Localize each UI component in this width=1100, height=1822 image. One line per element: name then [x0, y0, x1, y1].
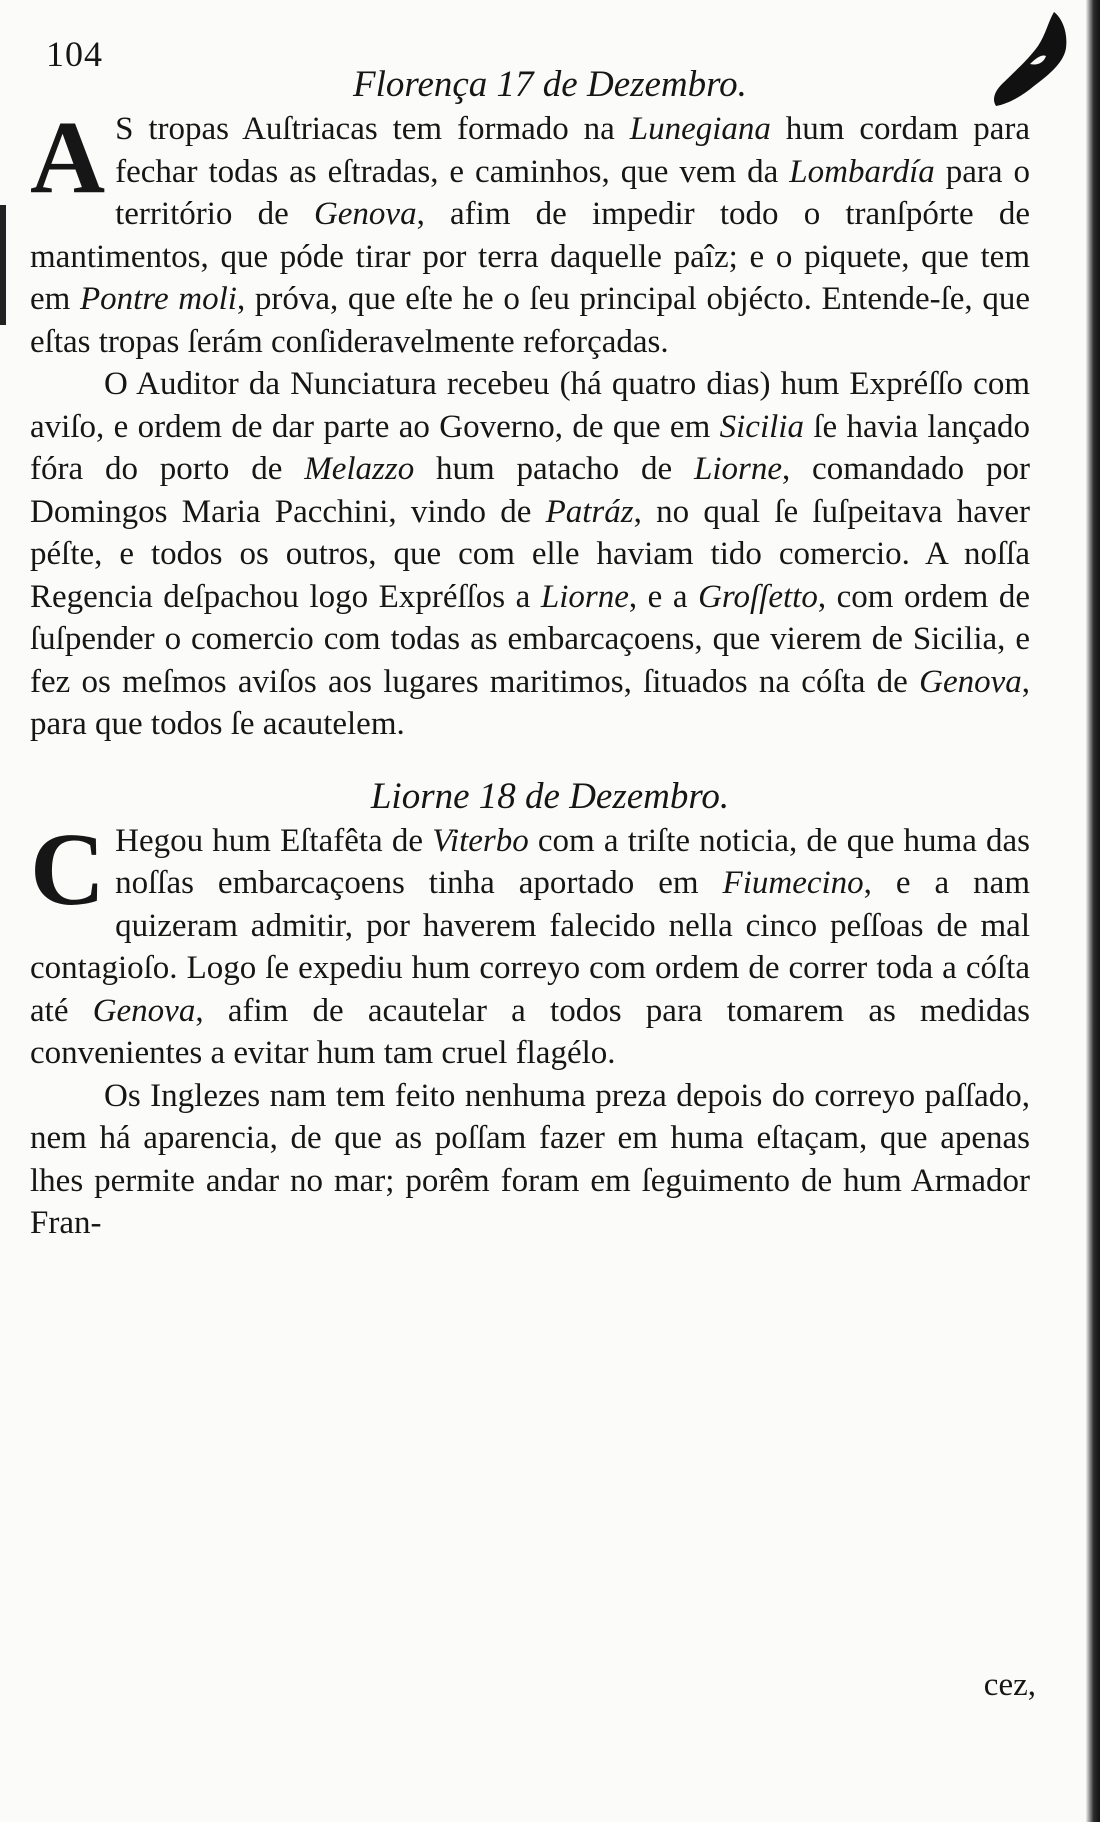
place-name: Liorne	[693, 451, 782, 487]
article-dateline: Liorne 18 de Dezembro.	[370, 775, 730, 817]
place-name: Melazzo	[304, 451, 415, 487]
page-number: 104	[46, 34, 103, 74]
place-name: Sicilia	[719, 408, 804, 445]
text-column	[30, 62, 1030, 1245]
place-name: Patráz	[545, 493, 634, 530]
place-name: Genova	[92, 992, 196, 1029]
text-run: para o território de	[115, 153, 1030, 232]
place-name: Lunegiana	[629, 111, 771, 147]
text-run: , próva, que eſte he o ſeu principal objécto. Entende-ſe, que eſtas tropas ſerám conſideravelmente reforçadas.	[30, 281, 1030, 360]
text-run: O Auditor da Nunciatura recebeu (há quatro dias) hum Expréſſo com aviſo, e ordem de dar parte ao Governo, de que em	[30, 366, 1030, 445]
place-name: Genova	[919, 663, 1022, 700]
catchword: cez,	[983, 1667, 1036, 1703]
text-run: Os Inglezes nam tem feito nenhuma preza depois do correyo paſſado, nem há aparencia, de que as poſſam fazer em huma eſtaçam, que apenas lhes permite andar no mar; porêm foram em ſeguimento de hum Armador Fran-	[30, 1077, 1030, 1241]
text-run: , e a nam quizeram admitir, por haverem falecido nella cinco peſſoas de mal contagioſo. Logo ſe expediu hum correyo com ordem de correr toda a cóſta até	[30, 865, 1030, 1029]
text-run: ſe havia lançado fóra do porto de	[30, 408, 1030, 487]
text-run: , para que todos ſe acautelem.	[30, 663, 1030, 742]
place-name: Genova	[313, 196, 417, 232]
text-run: , no qual ſe ſuſpeitava haver péſte, e todos os outros, que com elle haviam tido comercio. A noſſa Regencia deſpachou logo Expréſſos a	[30, 493, 1030, 615]
article-paragraph	[30, 363, 1030, 746]
text-run: , afim de impedir todo o tranſpórte de mantimentos, que póde tirar por terra daquelle paîz; e o piquete, que tem em	[30, 196, 1031, 317]
place-name: Viterbo	[432, 822, 529, 859]
place-name: Lombardía	[789, 153, 935, 190]
text-run: com a triſte noticia, de que huma das noſſas embarcaçoens tinha aportado em	[115, 822, 1031, 901]
text-run: hum patacho de	[414, 451, 694, 487]
text-run: hum cordam para fechar todas as eſtradas, e caminhos, que vem da	[115, 111, 1030, 190]
page-edge-shadow-right	[1086, 0, 1100, 1822]
page-edge-shadow-left	[0, 205, 6, 325]
drop-cap: C	[30, 811, 106, 927]
article-dateline: Florença 17 de Dezembro.	[353, 64, 747, 105]
article-paragraph	[30, 1075, 1030, 1245]
article-paragraph	[30, 811, 1031, 1075]
text-run: , comandado por Domingos Maria Pacchini, vindo de	[30, 451, 1030, 530]
text-run: , afim de acautelar a todos para tomarem as medidas convenientes a evitar hum tam cruel flagélo.	[30, 992, 1031, 1071]
text-run: , com ordem de ſuſpender o comercio com todas as embarcaçoens, que vierem de Sicilia, e fez os meſmos aviſos aos lugares maritimos, ſituados na cóſta de	[30, 578, 1030, 700]
drop-cap: A	[30, 100, 106, 215]
text-run: Hegou hum Eſtafêta de	[115, 822, 433, 859]
text-run: , e a	[628, 578, 699, 615]
article-paragraph	[30, 100, 1031, 363]
place-name: Fiumecino	[722, 865, 864, 901]
text-run: S tropas Auſtriacas tem formado na	[115, 111, 630, 147]
place-name: Liorne	[540, 578, 629, 615]
place-name: Pontre moli	[80, 281, 237, 317]
place-name: Groſſetto	[698, 578, 818, 615]
